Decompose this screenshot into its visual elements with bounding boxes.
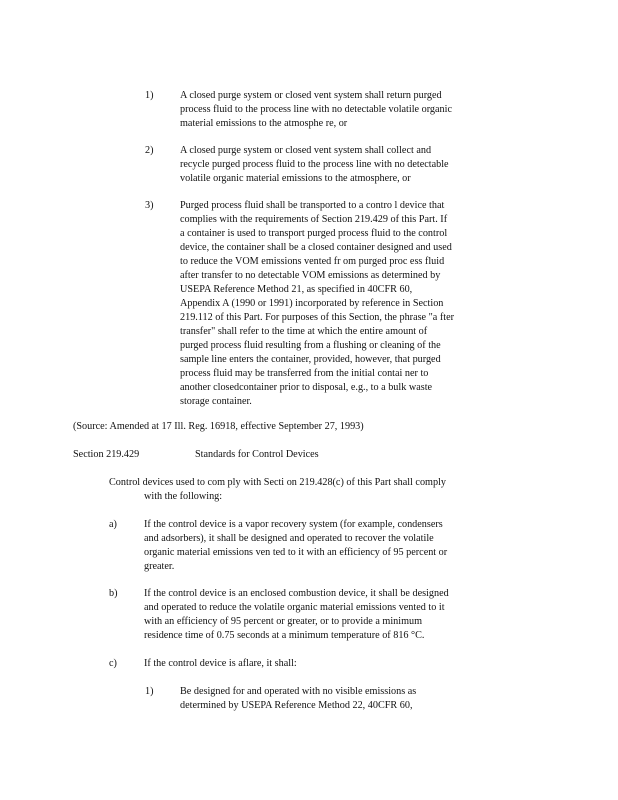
source-note: (Source: Amended at 17 Ill. Reg. 16918, effective September 27, 1993): [73, 421, 364, 432]
subsection-label: a): [109, 519, 117, 530]
list-item-text: A closed purge system or closed vent system shall return purged process fluid to the process line with no detectable volatile organic material emissions to the atmosphe re, or: [180, 90, 452, 129]
list-item-text: Purged process fluid shall be transported to a contro l device that complies with the requirements of Section 219.429 of this Part. If a container is used to transport purged process fluid to the control device, the container shall be a closed container designed and used to reduce the VOM emissions vented fr om purged proc ess fluid after transfer to no detectable VOM emissions as determined by USEPA Reference Method 21, as specified in 40CFR 60, Appendix A (1990 or 1991) incorporated by reference in Section 219.112 of this Part. For purposes of this Section, the phrase "a fter transfer" shall refer to the time at which the entire amount of purged process fluid resulting from a flushing or cleaning of the sample line enters the container, provided, however, that purged process fluid may be transferred from the initial contai ner to another closedcontainer prior to disposal, e.g., to a bulk waste storage container.: [180, 200, 454, 407]
flare-item-label: 1): [145, 686, 154, 697]
section-title: Standards for Control Devices: [195, 449, 319, 460]
list-item-label: 1): [145, 90, 154, 101]
flare-item-text: Be designed for and operated with no visible emissions as determined by USEPA Reference Method 22, 40CFR 60,: [180, 686, 417, 711]
section-number: Section 219.429: [73, 449, 140, 460]
list-item-text: A closed purge system or closed vent system shall collect and recycle purged process fluid to the process line with no detectable volatile organic material emissions to the atmosphere, or: [180, 145, 449, 184]
subsection-label: b): [109, 588, 118, 599]
list-item-label: 3): [145, 200, 154, 211]
section-intro: Control devices used to com ply with Secti on 219.428(c) of this Part shall comply with the following:: [109, 477, 446, 502]
subsection-text: If the control device is a vapor recovery system (for example, condensers and adsorbers), it shall be designed and operated to recover the volatile organic material emissions ven ted to it with an efficiency of 95 percent or greater.: [144, 519, 448, 572]
subsection-text: If the control device is aflare, it shall:: [144, 658, 297, 669]
list-item-label: 2): [145, 145, 154, 156]
subsection-text: If the control device is an enclosed combustion device, it shall be designed and operated to reduce the volatile organic material emissions vented to it with an efficiency of 95 percent or greater, or to provide a minimum residence time of 0.75 seconds at a minimum temperature of 816 °C.: [144, 588, 449, 641]
subsection-label: c): [109, 658, 117, 669]
